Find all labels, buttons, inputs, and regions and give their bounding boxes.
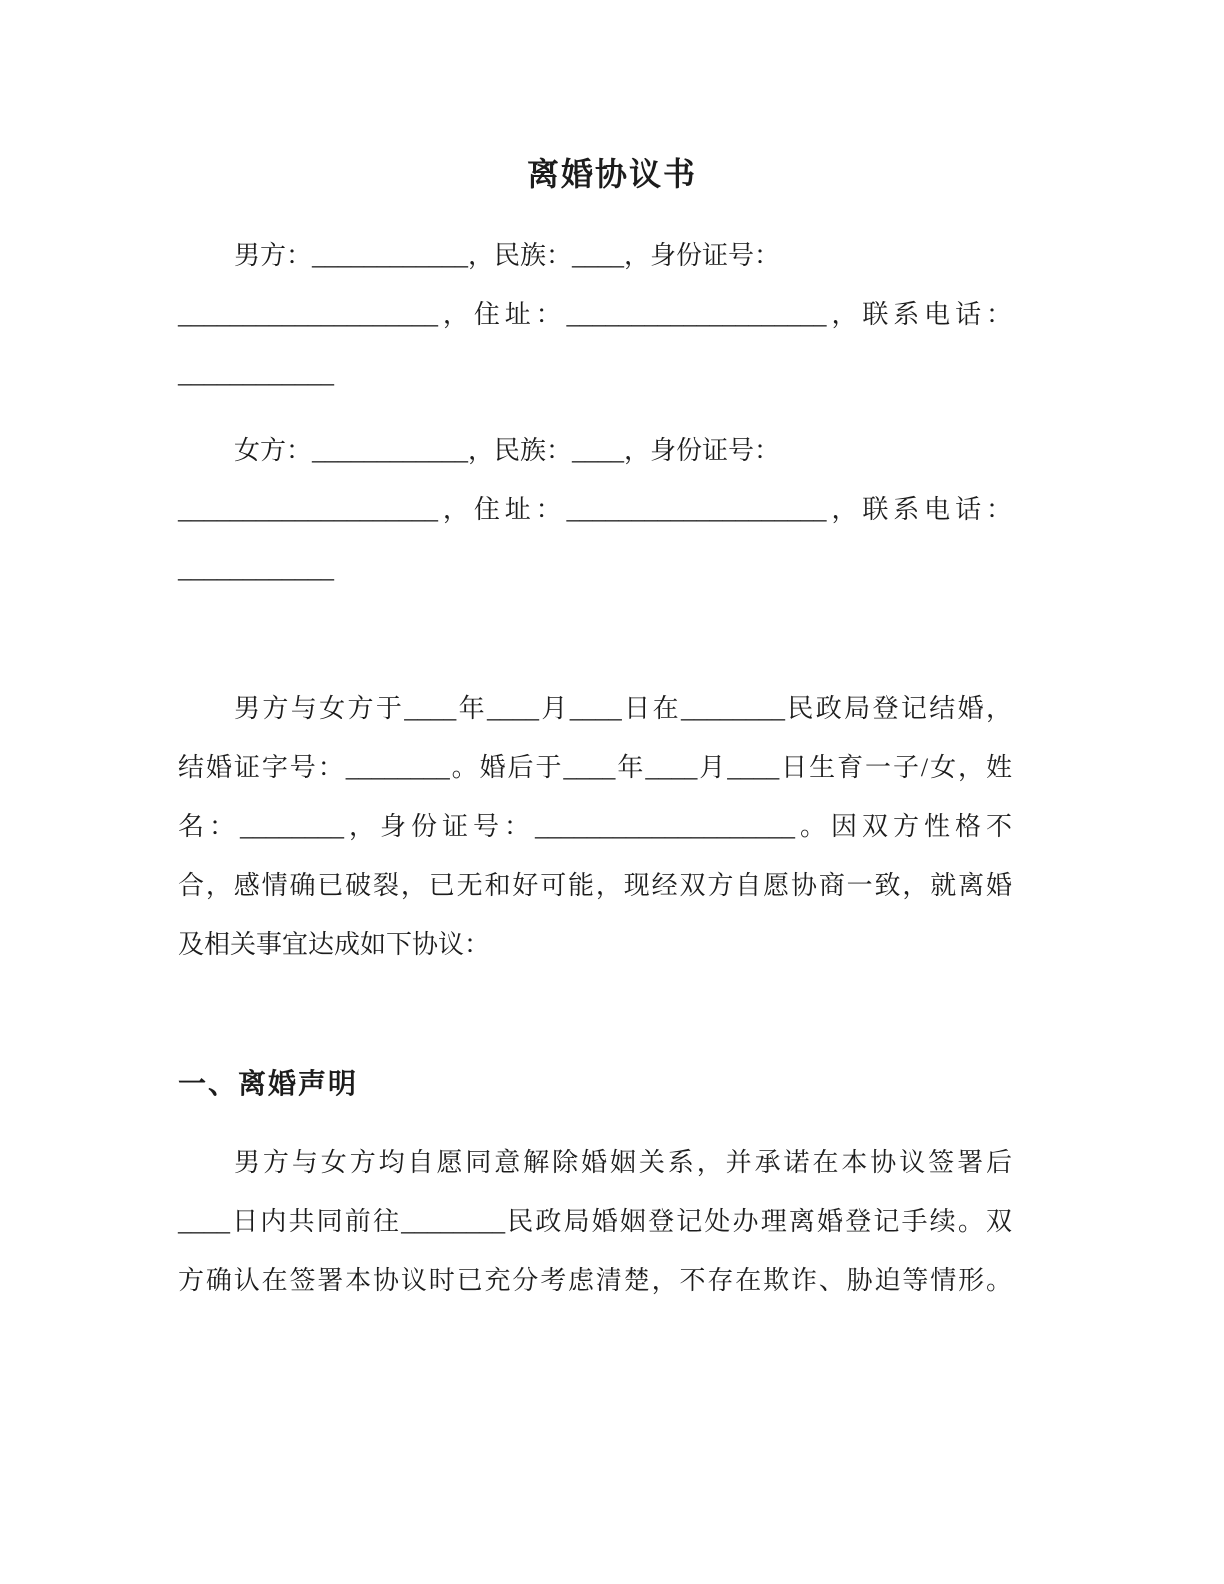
intro-line-1: 男方与女方于____年____月____日在________民政局登记结婚， (234, 694, 1012, 723)
party-female-line-1: 女方：____________，民族：____，身份证号： (234, 436, 781, 465)
party-male-line-1: 男方：____________，民族：____，身份证号： (234, 241, 781, 270)
party-male-line-2: ____________________，住址：____________________，联系电话： (178, 300, 1012, 329)
section-1-body-paragraph (178, 1133, 1046, 1310)
section-1-body-line-3: 方确认在签署本协议时已充分考虑清楚，不存在欺诈、胁迫等情形。 (178, 1266, 1012, 1295)
section-1-body-line-2: ____日内共同前往________民政局婚姻登记处办理离婚登记手续。双 (178, 1207, 1012, 1236)
intro-line-3: 名：________，身份证号：____________________。因双方性格不 (178, 812, 1012, 841)
marriage-intro-paragraph (178, 679, 1046, 974)
section-1-body-line-1: 男方与女方均自愿同意解除婚姻关系，并承诺在本协议签署后 (234, 1148, 1012, 1177)
intro-line-2: 结婚证字号：________。婚后于____年____月____日生育一子/女，姓 (178, 753, 1012, 782)
intro-line-5: 及相关事宜达成如下协议： (178, 930, 491, 959)
intro-line-4: 合，感情确已破裂，已无和好可能，现经双方自愿协商一致，就离婚 (178, 871, 1012, 900)
party-male-paragraph (178, 226, 1046, 403)
document-content (178, 151, 1046, 1310)
party-male-line-3: ____________ (178, 359, 334, 388)
party-female-line-3: ____________ (178, 554, 334, 583)
document-title: 离婚协议书 (526, 156, 697, 192)
party-female-line-2: ____________________，住址：____________________，联系电话： (178, 495, 1012, 524)
party-female-paragraph (178, 421, 1046, 598)
section-1-heading: 一、离婚声明 (178, 1069, 359, 1100)
